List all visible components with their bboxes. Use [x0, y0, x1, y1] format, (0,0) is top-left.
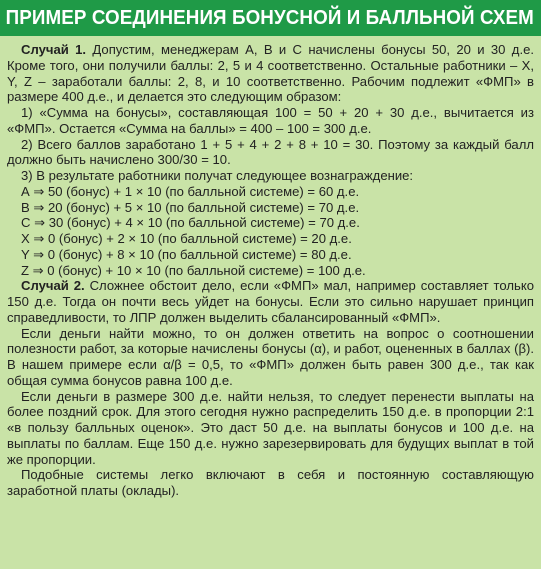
title-bar	[0, 0, 541, 36]
result-item: С ⇒ 30 (бонус) + 4 × 10 (по балльной системе) = 70 д.е.	[21, 215, 360, 231]
case1-step3: 3) В результате работники получат следующее вознаграждение:	[21, 168, 414, 183]
case1-label: Случай 1.	[21, 42, 87, 57]
box-title: ПРИМЕР СОЕДИНЕНИЯ БОНУСНОЙ И БАЛЛЬНОЙ СХЕМ	[5, 6, 534, 29]
case2-paragraph	[7, 278, 534, 325]
box-content	[7, 42, 534, 499]
case1-step1: 1) «Сумма на бонусы», составляющая 100 = 50 + 20 + 30 д.е., вычитается из «ФМП». Остается «Сумма на баллы» = 400 – 100 = 300 д.е.	[7, 105, 534, 136]
case1-paragraph	[7, 42, 534, 105]
case2-para2: Если деньги найти можно, то он должен ответить на вопрос о соотношении полезности работ, за которые начислены бонусы (α), и работ, оцененных в баллах (β). В нашем примере если α/β = 0,5, то «ФМП» должен быть равен 300 д.е., так как общая сумма бонусов равна 100 д.е.	[7, 325, 534, 388]
result-item: Y ⇒ 0 (бонус) + 8 × 10 (по балльной системе) = 80 д.е.	[21, 246, 352, 262]
case2-intro: Сложнее обстоит дело, если «ФМП» мал, например составляет только 150 д.е. Тогда он почти весь уйдет на бонусы. Если это сильно нарушает принцип справедливости, то ЛПР должен выделить сбалансированный «ФМП».	[7, 278, 535, 325]
case2-para4: Подобные системы легко включают в себя и постоянную составляющую заработной платы (оклады).	[7, 467, 534, 498]
result-item: А ⇒ 50 (бонус) + 1 × 10 (по балльной системе) = 60 д.е.	[21, 183, 360, 199]
case2-para3: Если деньги в размере 300 д.е. найти нельзя, то следует перенести выплаты на более поздний срок. Для этого сегодня нужно распределить 150 д.е. в пропорции 2:1 «в пользу балльных оценок». Это даст 50 д.е. на выплаты бонусов и 100 д.е. на выплаты по баллам. Еще 150 д.е. нужно зарезервировать для будущих выплат в той же пропорции.	[7, 388, 534, 467]
case2-label: Случай 2.	[21, 278, 85, 294]
case1-step2: 2) Всего баллов заработано 1 + 5 + 4 + 2 + 8 + 10 = 30. Поэтому за каждый балл должно быть начислено 300/30 = 10.	[7, 136, 534, 168]
result-item: В ⇒ 20 (бонус) + 5 × 10 (по балльной системе) = 70 д.е.	[21, 199, 360, 215]
results-list	[7, 184, 534, 279]
result-item: Z ⇒ 0 (бонус) + 10 × 10 (по балльной системе) = 100 д.е.	[21, 262, 366, 278]
result-item: X ⇒ 0 (бонус) + 2 × 10 (по балльной системе) = 20 д.е.	[21, 231, 352, 246]
case1-intro: Допустим, менеджерам А, В и С начислены бонусы 50, 20 и 30 д.е. Кроме того, они получили баллы: 2, 5 и 4 соответственно. Остальные работники – X, Y, Z – заработали баллы: 2, 8, и 10 соответственно. Рабочим подлежит «ФМП» в размере 400 д.е., и делается это следующим образом:	[7, 42, 534, 105]
